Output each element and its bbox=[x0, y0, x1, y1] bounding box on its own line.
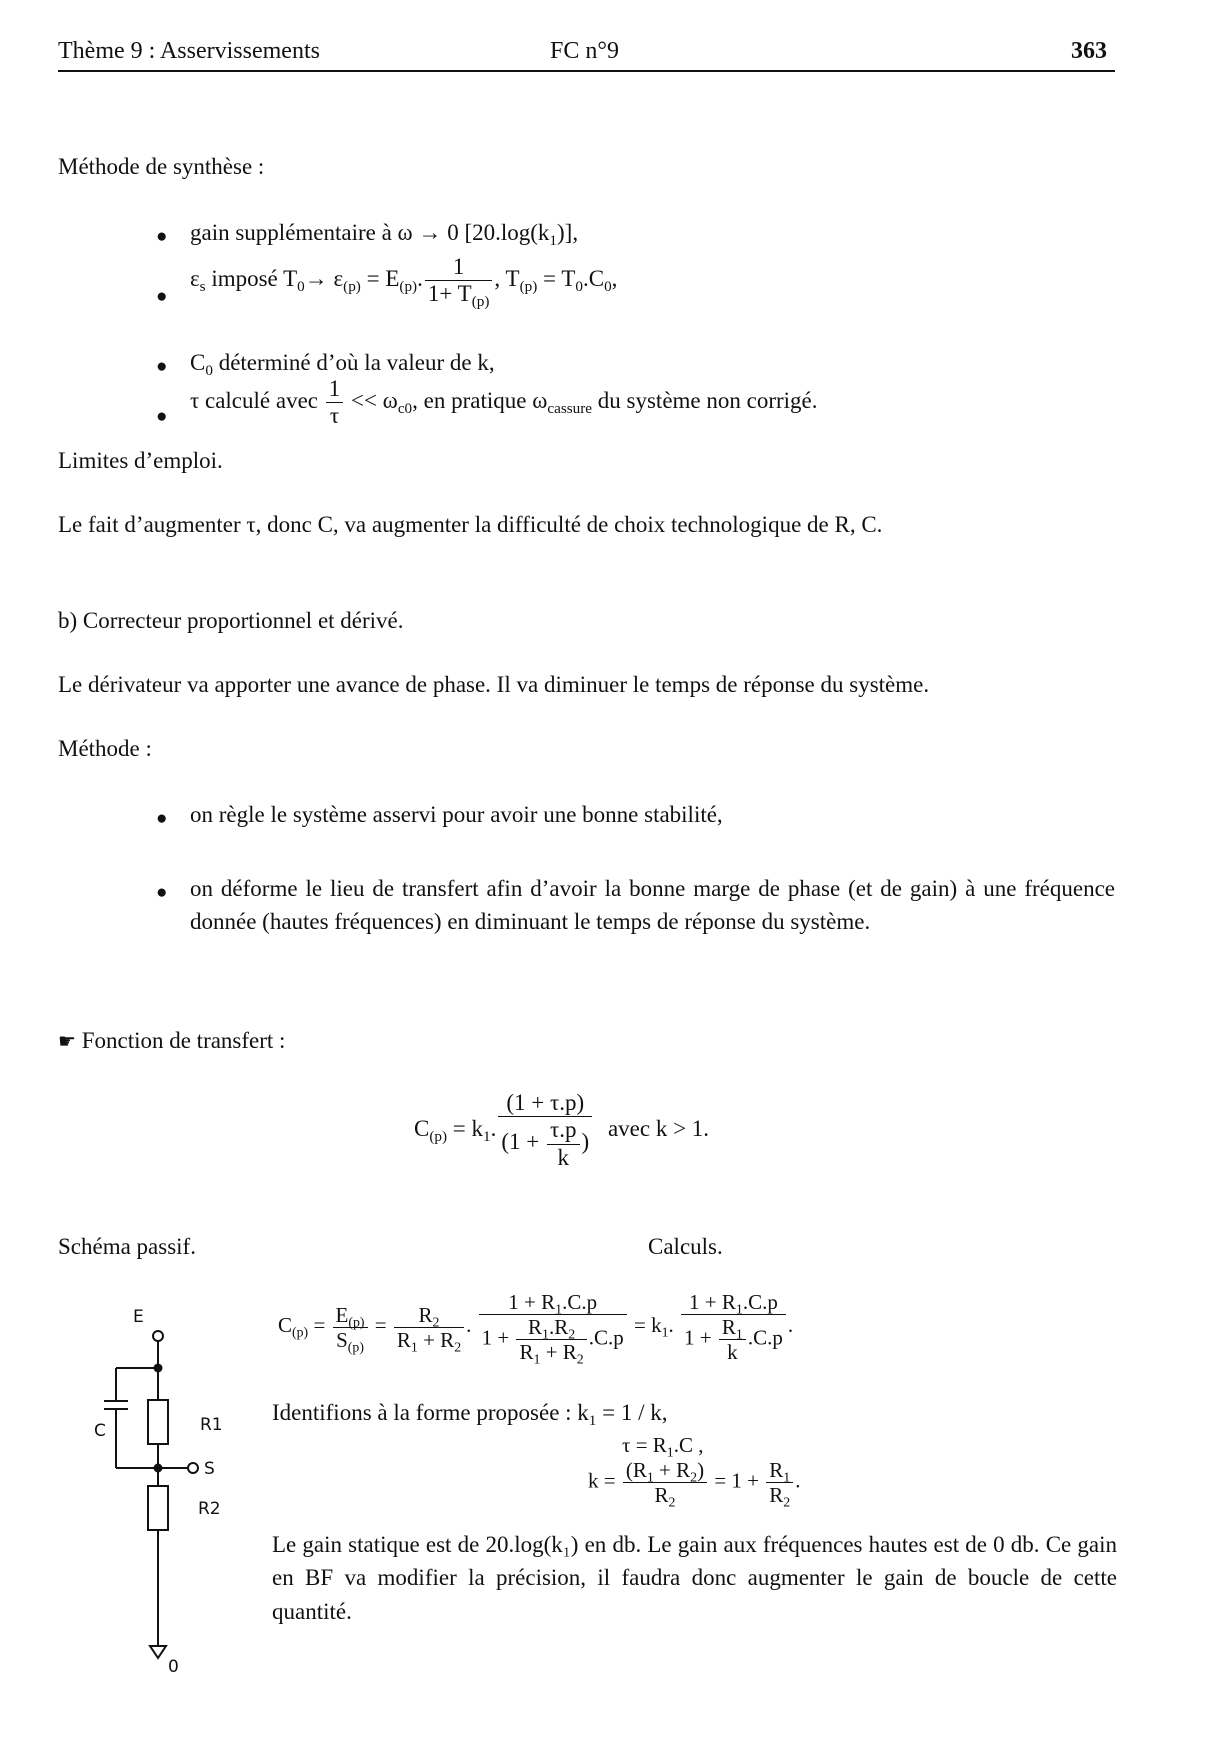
transfer-function: $C_{(p)} = k_1$. (1 + τ.p) (1 + $\frac{\tau.p}{k}$ ) avec k > 1. bbox=[414, 1090, 710, 1170]
fraction: $1 + R_1.C.p$ 1 + $\frac{R_1}{k}$ .C.p bbox=[681, 1290, 786, 1364]
schema-title: Schéma passif. bbox=[58, 1234, 196, 1259]
limites-heading: Limites d’emploi. bbox=[58, 448, 223, 473]
ground-symbol bbox=[150, 1646, 166, 1658]
bullet-icon: ● bbox=[156, 356, 168, 377]
limites-text: Le fait d’augmenter τ, donc C, va augmenter la difficulté de choix technologique de R, C. bbox=[58, 512, 883, 537]
page-header bbox=[58, 34, 1115, 72]
label-ground: 0 bbox=[168, 1657, 179, 1677]
fraction: $\frac{R_1}{R_2}$ bbox=[766, 1458, 793, 1507]
fraction: $\frac{E_{(p)}}{S_{(p)}}$ bbox=[333, 1303, 368, 1352]
label-r1: R1 bbox=[200, 1415, 223, 1435]
terminal-e bbox=[153, 1331, 163, 1341]
calculs-title: Calculs. bbox=[648, 1234, 723, 1259]
tau-definition: $\tau = R_1.C$ , bbox=[622, 1433, 704, 1460]
bullet-icon: ● bbox=[156, 286, 168, 307]
calc-expression: $C_{(p)}$ = $\frac{E_{(p)}}{S_{(p)}}$ = $\frac{R_2}{R_1 + R_2}$ . $1 + R_1.C.p$ 1 + $\frac{R_1.R_2}{R_1 + R_2}$ .C.p = $k_1$. $1 + R_1.C.p$ 1 + $\frac{R_1}{k}$ .C.p . bbox=[278, 1290, 794, 1367]
transfert-heading: ☛ Fonction de transfert : bbox=[58, 1028, 286, 1053]
passive-circuit-diagram bbox=[84, 1296, 254, 1686]
bullet-icon: ● bbox=[156, 882, 168, 903]
synthese-title: Méthode de synthèse : bbox=[58, 154, 265, 179]
fraction: $\frac{\tau.p}{k}$ bbox=[547, 1117, 580, 1171]
methode-item-1: on règle le système asservi pour avoir une bonne stabilité, bbox=[190, 802, 723, 827]
synthese-item-1: gain supplémentaire à ω → 0 $[20.\log(k_1)]$, bbox=[190, 220, 579, 249]
fraction: (1 + τ.p) (1 + $\frac{\tau.p}{k}$ ) bbox=[498, 1090, 592, 1171]
resistor-r1 bbox=[148, 1400, 168, 1444]
fraction: $\frac{R_2}{R_1 + R_2}$ bbox=[394, 1303, 464, 1352]
label-c: C bbox=[94, 1421, 106, 1441]
bullet-icon: ● bbox=[156, 808, 168, 829]
fraction: $\frac{1}{\tau}$ bbox=[326, 376, 344, 430]
fraction: $\frac{R_1.R_2}{R_1 + R_2}$ bbox=[516, 1315, 586, 1364]
methode-heading: Méthode : bbox=[58, 736, 152, 761]
bullet-icon: ● bbox=[156, 406, 168, 427]
section-b-title: b) Correcteur proportionnel et dérivé. bbox=[58, 608, 404, 633]
label-r2: R2 bbox=[198, 1499, 221, 1519]
page-number: 363 bbox=[1071, 38, 1107, 64]
bullet-icon: ● bbox=[156, 226, 168, 247]
methode-item-2: on déforme le lieu de transfert afin d’avoir la bonne marge de phase (et de gain) à une fréquence donnée (hautes fréquences) en diminuant le temps de réponse du système. bbox=[190, 876, 1115, 935]
fraction: $1 + R_1.C.p$ 1 + $\frac{R_1.R_2}{R_1 + R_2}$ .C.p bbox=[479, 1290, 627, 1364]
synthese-item-2: $\varepsilon_s$ imposé $T_0\to \varepsilon_{(p)} = E_{(p)}$. $\frac{1}{1+ T_{(p)}}$ , $T_{(p)} = T_0.C_0$, bbox=[190, 254, 618, 311]
label-s: S bbox=[204, 1459, 215, 1479]
label-e: E bbox=[133, 1307, 144, 1327]
header-theme: Thème 9 : Asservissements bbox=[58, 38, 320, 64]
gain-paragraph: Le gain statique est de 20.log(k₁) en db. Le gain aux fréquences hautes est de 0 db. Ce gain en BF va modifier la précision, il faudra donc augmenter le gain de boucle de cette quantité. bbox=[272, 1532, 1117, 1624]
fraction: $\frac{(R_1 + R_2)}{R_2}$ bbox=[623, 1458, 707, 1507]
fraction: $\frac{1}{1+ T_{(p)}}$ bbox=[425, 254, 493, 308]
header-fc: FC n°9 bbox=[550, 38, 619, 64]
identification-line: Identifions à la forme proposée : $k_1 = 1 / k$, bbox=[272, 1400, 668, 1429]
fraction: $\frac{R_1}{k}$ bbox=[719, 1315, 746, 1364]
k-definition: k = $\frac{(R_1 + R_2)}{R_2}$ = 1 + $\frac{R_1}{R_2}$ . bbox=[588, 1458, 801, 1510]
synthese-item-3: $C_0$ déterminé d’où la valeur de k, bbox=[190, 350, 495, 379]
terminal-s bbox=[188, 1463, 198, 1473]
pointing-hand-icon: ☛ bbox=[58, 1029, 76, 1053]
section-b-intro: Le dérivateur va apporter une avance de phase. Il va diminuer le temps de réponse du système. bbox=[58, 672, 930, 697]
synthese-item-4: τ calculé avec $\frac{1}{\tau}$ << $\omega_{c0}$, en pratique $\omega_{cassure}$ du système non corrigé. bbox=[190, 376, 818, 429]
resistor-r2 bbox=[148, 1486, 168, 1530]
